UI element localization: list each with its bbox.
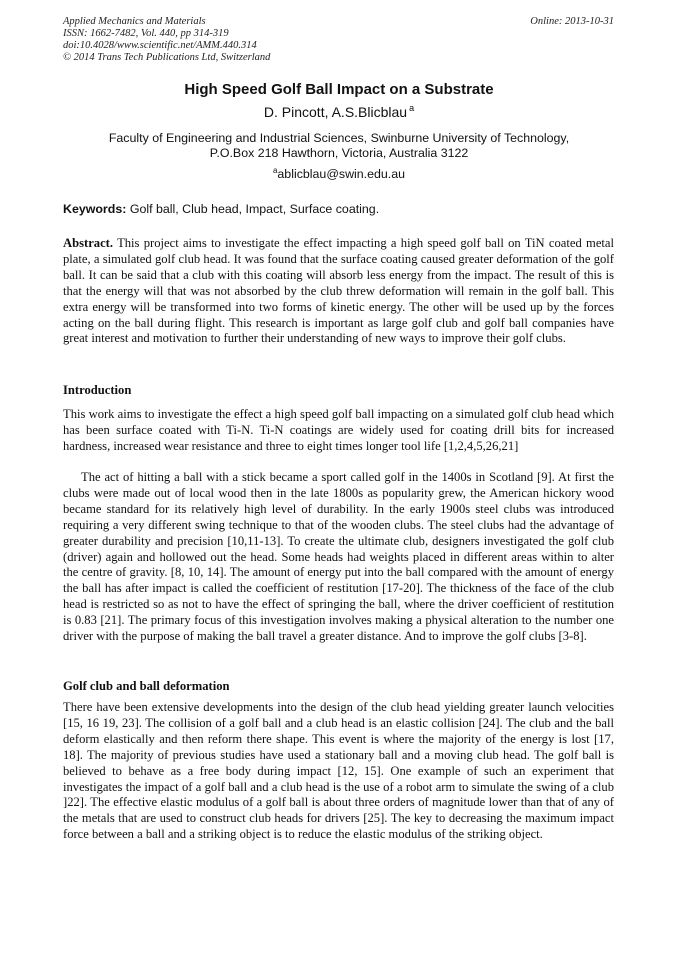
deformation-paragraph: There have been extensive developments into the design of the club head yielding greater launch velocities [15, 16 19, 23]. The collision of a golf ball and a club head is an elastic collision [24]. The club and the ball deform elastically and then reform there shape. This event is where the majority of the energy is lost [17, 18]. The majority of previous studies have used a stationary ball and a moving club head. The golf ball is believed to behave as a free body during impact [12, 15]. One example of such an experiment that investigates the impact of a golf ball and a club head is the use of a robot arm to simulate the swing of a club ]22]. The effective elastic modulus of a golf ball is about three orders of magnitude lower than that of any of the metals that are used to construct club heads for drivers [25]. The key to decreasing the maximum impact force between a ball and a striking object is to reduce the elastic modulus of the striking object.: [63, 700, 614, 842]
email-superscript: a: [272, 166, 278, 175]
journal-name: Applied Mechanics and Materials: [63, 16, 206, 27]
paper-title: High Speed Golf Ball Impact on a Substrate: [184, 81, 494, 98]
email-address: ablicblau@swin.edu.au: [277, 167, 406, 181]
issn-line: ISSN: 1662-7482, Vol. 440, pp 314-319: [63, 28, 229, 39]
author-email: [0, 166, 678, 181]
deformation-heading: Golf club and ball deformation: [63, 679, 230, 693]
keywords: [63, 202, 379, 216]
copyright-line: © 2014 Trans Tech Publications Ltd, Switzerland: [63, 52, 271, 63]
affiliation-line-2: P.O.Box 218 Hawthorn, Victoria, Australia 3122: [209, 146, 469, 160]
keywords-list: Golf ball, Club head, Impact, Surface coating.: [129, 202, 380, 216]
introduction-heading: Introduction: [63, 383, 132, 397]
abstract-text: This project aims to investigate the effect impacting a high speed golf ball on TiN coated metal plate, a simulated golf club head. It was found that the surface coating caused greater deformation of the golf ball. It can be said that a club with this coating will absorb less energy from the impact. The result of this is that the energy will that was not absorbed by the club threw deformation will remain in the golf ball. This extra energy will be transformed into two forms of kinetic energy. The other will be used up by the forces acting on the ball during flight. This research is important as large golf club and golf ball companies have great interest and motivation to further their understanding of new ways to improve their golf clubs.: [63, 236, 614, 346]
author-names: D. Pincott, A.S.Blicblau: [263, 104, 408, 120]
abstract-label: Abstract.: [63, 236, 114, 250]
journal-header: [63, 16, 614, 64]
authors: [0, 103, 678, 120]
affiliation-line-1: Faculty of Engineering and Industrial Sciences, Swinburne University of Technology,: [108, 131, 570, 145]
online-date: Online: 2013-10-31: [530, 16, 614, 27]
doi-line: doi:10.4028/www.scientific.net/AMM.440.314: [63, 40, 257, 51]
author-superscript: a: [409, 103, 415, 113]
affiliation: [0, 131, 678, 161]
abstract: [63, 236, 614, 347]
introduction-paragraph-1: This work aims to investigate the effect a high speed golf ball impacting on a simulated golf club head which has been surface coated with Ti-N. Ti-N coatings are widely used for coating drill bits for increased hardness, increased wear resistance and three to eight times longer tool life [1,2,4,5,26,21]: [63, 407, 614, 453]
introduction-paragraph-2: The act of hitting a ball with a stick became a sport called golf in the 1400s in Scotland [9]. At first the clubs were made out of local wood then in the late 1800s as popularity grew, the American hickory wood became standard for its relatively high level of durability. In the early 1900s steel clubs was introduced requiring a very different swing technique to that of the wooden clubs. The steel clubs had the advantage of greater durability and precision [10,11-13]. To create the ultimate club, designers investigated the golf club (driver) again and hollowed out the head. Some heads had weights placed in different areas within to alter the centre of gravity. [8, 10, 14]. The amount of energy put into the ball compared with the amount of energy the ball has after impact is called the coefficient of restitution [17-20]. The thickness of the face of the club head is restricted so as not to have the effect of springing the ball, where the driver coefficient of restitution is 0.83 [21]. The primary focus of this investigation involves making a physical alteration to the number one driver with the purpose of making the ball travel a greater distance. And to improve the golf clubs [3-8].: [63, 470, 614, 644]
keywords-label: Keywords:: [63, 202, 127, 216]
